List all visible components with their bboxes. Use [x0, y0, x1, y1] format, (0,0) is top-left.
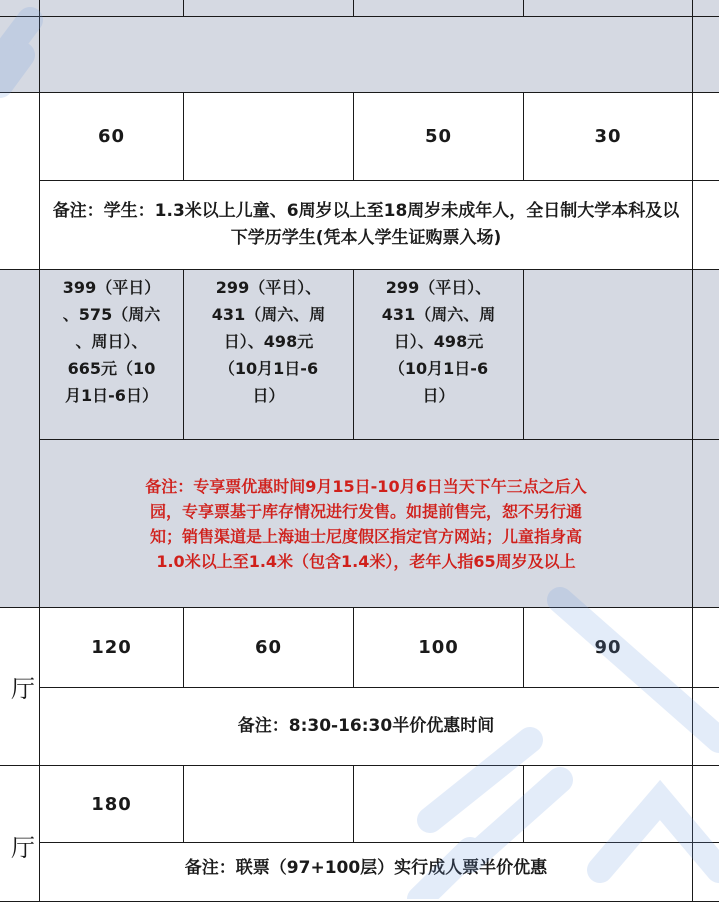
row-label-cell: 厅 [0, 607, 40, 766]
hall2-note: 备注：联票（97+100层）实行成人票半价优惠 [39, 842, 693, 902]
table-cell [0, 16, 40, 93]
price-cell [523, 269, 693, 440]
table-cell [183, 0, 354, 17]
table-cell [692, 16, 719, 93]
price-cell: 60 [39, 92, 184, 181]
table-cell [692, 687, 719, 766]
table-cell [523, 0, 693, 17]
table-cell [692, 180, 719, 270]
row-label-cell [0, 269, 40, 608]
price-cell [523, 765, 693, 843]
table-cell [692, 92, 719, 181]
price-cell: 50 [353, 92, 524, 181]
price-cell: 120 [39, 607, 184, 688]
exclusive-note: 备注：专享票优惠时间9月15日-10月6日当天下午三点之后入 园，专享票基于库存情况进行发售。如提前售完，恕不另行通 知；销售渠道是上海迪士尼度假区指定官方网站；儿童指身高 1.0米以上至1.4米（包含1.4米），老年人指65周岁及以上 [39, 439, 693, 608]
table-cell [692, 0, 719, 17]
student-note: 备注：学生：1.3米以上儿童、6周岁以上至18周岁未成年人，全日制大学本科及以下学历学生(凭本人学生证购票入场) [39, 180, 693, 270]
table-cell [692, 269, 719, 440]
table-cell [692, 439, 719, 608]
price-cell: 30 [523, 92, 693, 181]
price-cell: 299（平日）、 431（周六、周 日）、498元 （10月1日-6 日） [183, 269, 354, 440]
table-cell [0, 0, 40, 17]
price-cell: 100 [353, 607, 524, 688]
table-cell [692, 607, 719, 688]
price-cell: 60 [183, 607, 354, 688]
row-label-cell: 厅 [0, 765, 40, 902]
price-cell: 90 [523, 607, 693, 688]
price-cell [183, 765, 354, 843]
price-cell [183, 92, 354, 181]
hall1-note: 备注：8:30-16:30半价优惠时间 [39, 687, 693, 766]
price-cell: 399（平日） 、575（周六 、周日）、 665元（10 月1日-6日） [39, 269, 184, 440]
table-cell [39, 0, 184, 17]
table-cell [692, 765, 719, 843]
price-cell: 299（平日）、 431（周六、周 日）、498元 （10月1日-6 日） [353, 269, 524, 440]
table-cell [692, 842, 719, 902]
row-label-cell [0, 92, 40, 270]
price-cell [353, 765, 524, 843]
table-cell [39, 16, 693, 93]
table-cell [353, 0, 524, 17]
price-cell: 180 [39, 765, 184, 843]
